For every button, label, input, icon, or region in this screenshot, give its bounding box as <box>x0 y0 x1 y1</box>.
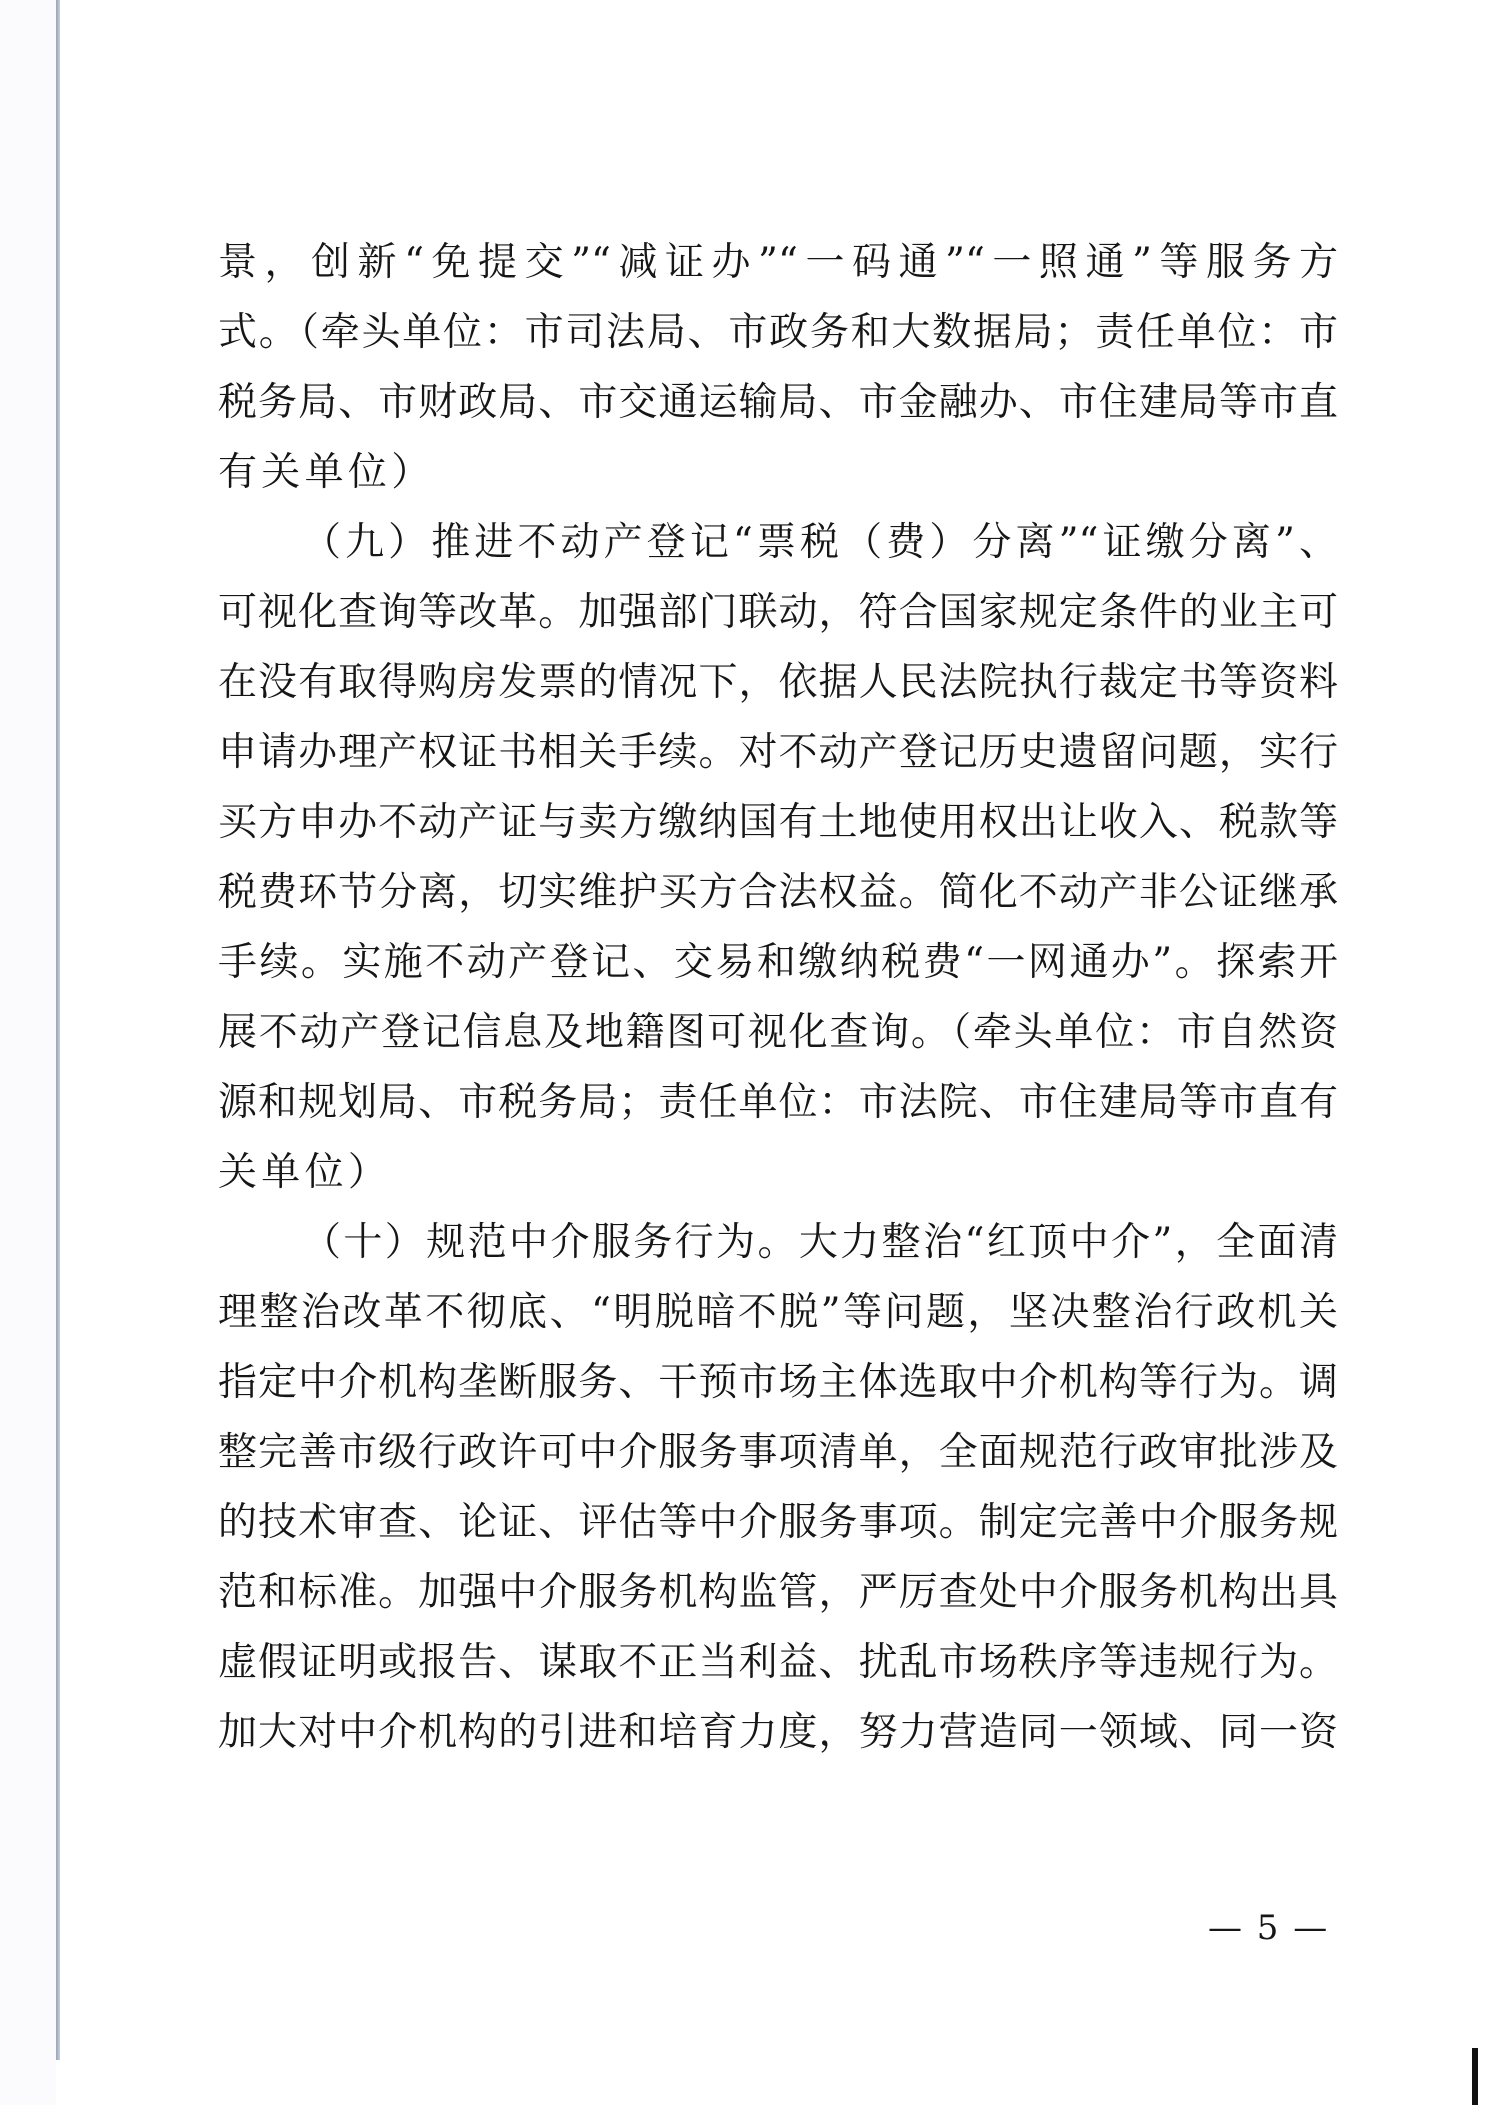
page-binding-edge <box>56 0 60 2060</box>
page-margin <box>0 0 56 2105</box>
text-line: 申请办理产权证书相关手续。对不动产登记历史遗留问题，实行 <box>218 730 1338 775</box>
text-line: 理整治改革不彻底、“明脱暗不脱”等问题，坚决整治行政机关 <box>218 1290 1338 1335</box>
text-line: 范和标准。加强中介服务机构监管，严厉查处中介服务机构出具 <box>218 1570 1338 1615</box>
section-heading-line: （十）规范中介服务行为。大力整治“红顶中介”，全面清 <box>302 1220 1338 1265</box>
text-line: 式。（牵头单位：市司法局、市政务和大数据局；责任单位：市 <box>218 310 1338 355</box>
section-heading-line: （九）推进不动产登记“票税（费）分离”“证缴分离”、 <box>302 520 1338 565</box>
text-line: 整完善市级行政许可中介服务事项清单，全面规范行政审批涉及 <box>218 1430 1338 1475</box>
text-line: 手续。实施不动产登记、交易和缴纳税费“一网通办”。探索开 <box>218 940 1338 985</box>
text-line: 加大对中介机构的引进和培育力度，努力营造同一领域、同一资 <box>218 1710 1338 1755</box>
text-line: 指定中介机构垄断服务、干预市场主体选取中介机构等行为。调 <box>218 1360 1338 1405</box>
text-line: 虚假证明或报告、谋取不正当利益、扰乱市场秩序等违规行为。 <box>218 1640 1338 1685</box>
text-line: 源和规划局、市税务局；责任单位：市法院、市住建局等市直有 <box>218 1080 1338 1125</box>
text-line: 的技术审查、论证、评估等中介服务事项。制定完善中介服务规 <box>218 1500 1338 1545</box>
scan-corner-mark <box>1472 2048 1478 2105</box>
text-line: 关单位） <box>218 1150 392 1195</box>
text-line: 有关单位） <box>218 450 435 495</box>
text-line: 在没有取得购房发票的情况下，依据人民法院执行裁定书等资料 <box>218 660 1338 705</box>
text-line: 可视化查询等改革。加强部门联动，符合国家规定条件的业主可 <box>218 590 1338 635</box>
document-body <box>218 228 1338 1768</box>
text-line: 税费环节分离，切实维护买方合法权益。简化不动产非公证继承 <box>218 870 1338 915</box>
text-line: 税务局、市财政局、市交通运输局、市金融办、市住建局等市直 <box>218 380 1338 425</box>
text-line: 展不动产登记信息及地籍图可视化查询。（牵头单位：市自然资 <box>218 1010 1338 1055</box>
text-line: 景，创新“免提交”“减证办”“一码通”“一照通”等服务方 <box>218 240 1338 285</box>
page-number: — 5 — <box>1208 1908 1330 1948</box>
text-line: 买方申办不动产证与卖方缴纳国有土地使用权出让收入、税款等 <box>218 800 1338 845</box>
